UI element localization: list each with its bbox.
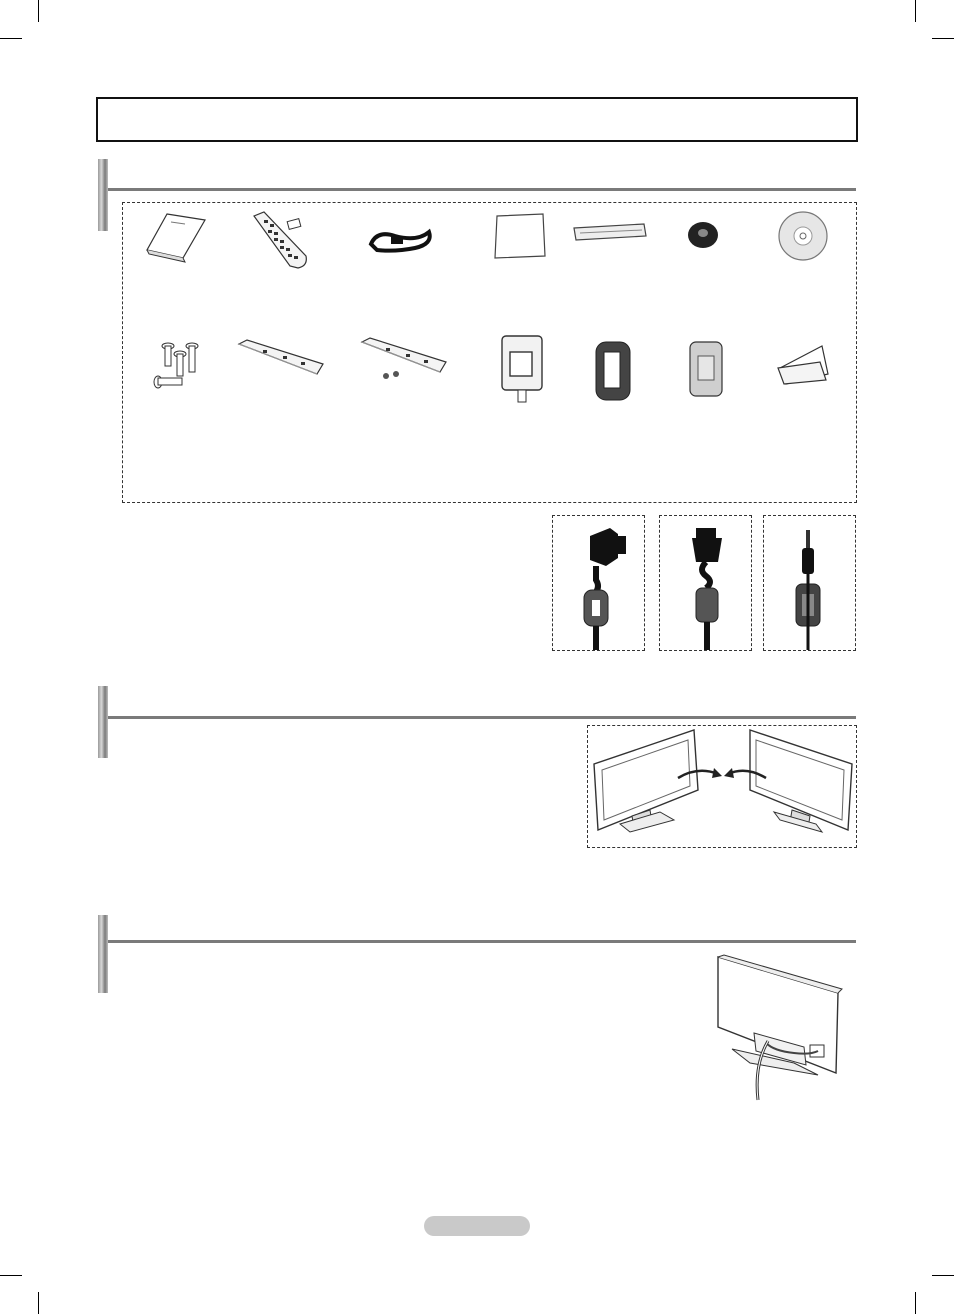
header-title-box <box>96 97 858 142</box>
warranty-card-icon <box>776 344 830 386</box>
tv-rear-cable-icon <box>714 955 844 1100</box>
ferrite-core-power-icon <box>500 334 544 404</box>
stand-cover-icon <box>233 338 325 376</box>
crop-mark-bl-h <box>0 1275 22 1276</box>
straight-power-plug-ferrite-icon <box>668 520 744 650</box>
crop-mark-br-h <box>932 1275 954 1276</box>
tv-swivel-icon <box>590 728 856 844</box>
crop-mark-tr-h <box>932 38 954 39</box>
ferrite-core-audio-icon <box>688 340 724 398</box>
ferrite-core-lan-icon <box>594 340 632 402</box>
manual-book-icon <box>145 212 207 260</box>
section-cable-holder-bar <box>98 915 108 993</box>
page-number-pill <box>424 1216 530 1236</box>
section-accessories-rule <box>108 188 856 191</box>
holder-ring-icon <box>686 220 720 250</box>
power-cord-icon <box>367 226 433 256</box>
crop-mark-tr-v <box>915 0 916 22</box>
crop-mark-tl-h <box>0 38 22 39</box>
cleaning-cloth-icon <box>493 212 547 260</box>
cable-tie-icon <box>572 222 648 242</box>
crop-mark-br-v <box>915 1292 916 1314</box>
crop-mark-bl-v <box>38 1292 39 1314</box>
audio-jack-ferrite-icon <box>772 520 848 650</box>
crop-mark-tl-v <box>38 0 39 22</box>
disc-icon <box>777 210 829 262</box>
section-swivel-bar <box>98 686 108 758</box>
section-cable-holder-rule <box>108 940 856 943</box>
stand-cover-screws-icon <box>356 336 450 382</box>
section-swivel-rule <box>108 716 856 719</box>
remote-control-icon <box>250 210 310 270</box>
angled-power-plug-ferrite-icon <box>560 520 636 650</box>
section-accessories-bar <box>98 159 108 231</box>
screws-icon <box>150 340 205 395</box>
